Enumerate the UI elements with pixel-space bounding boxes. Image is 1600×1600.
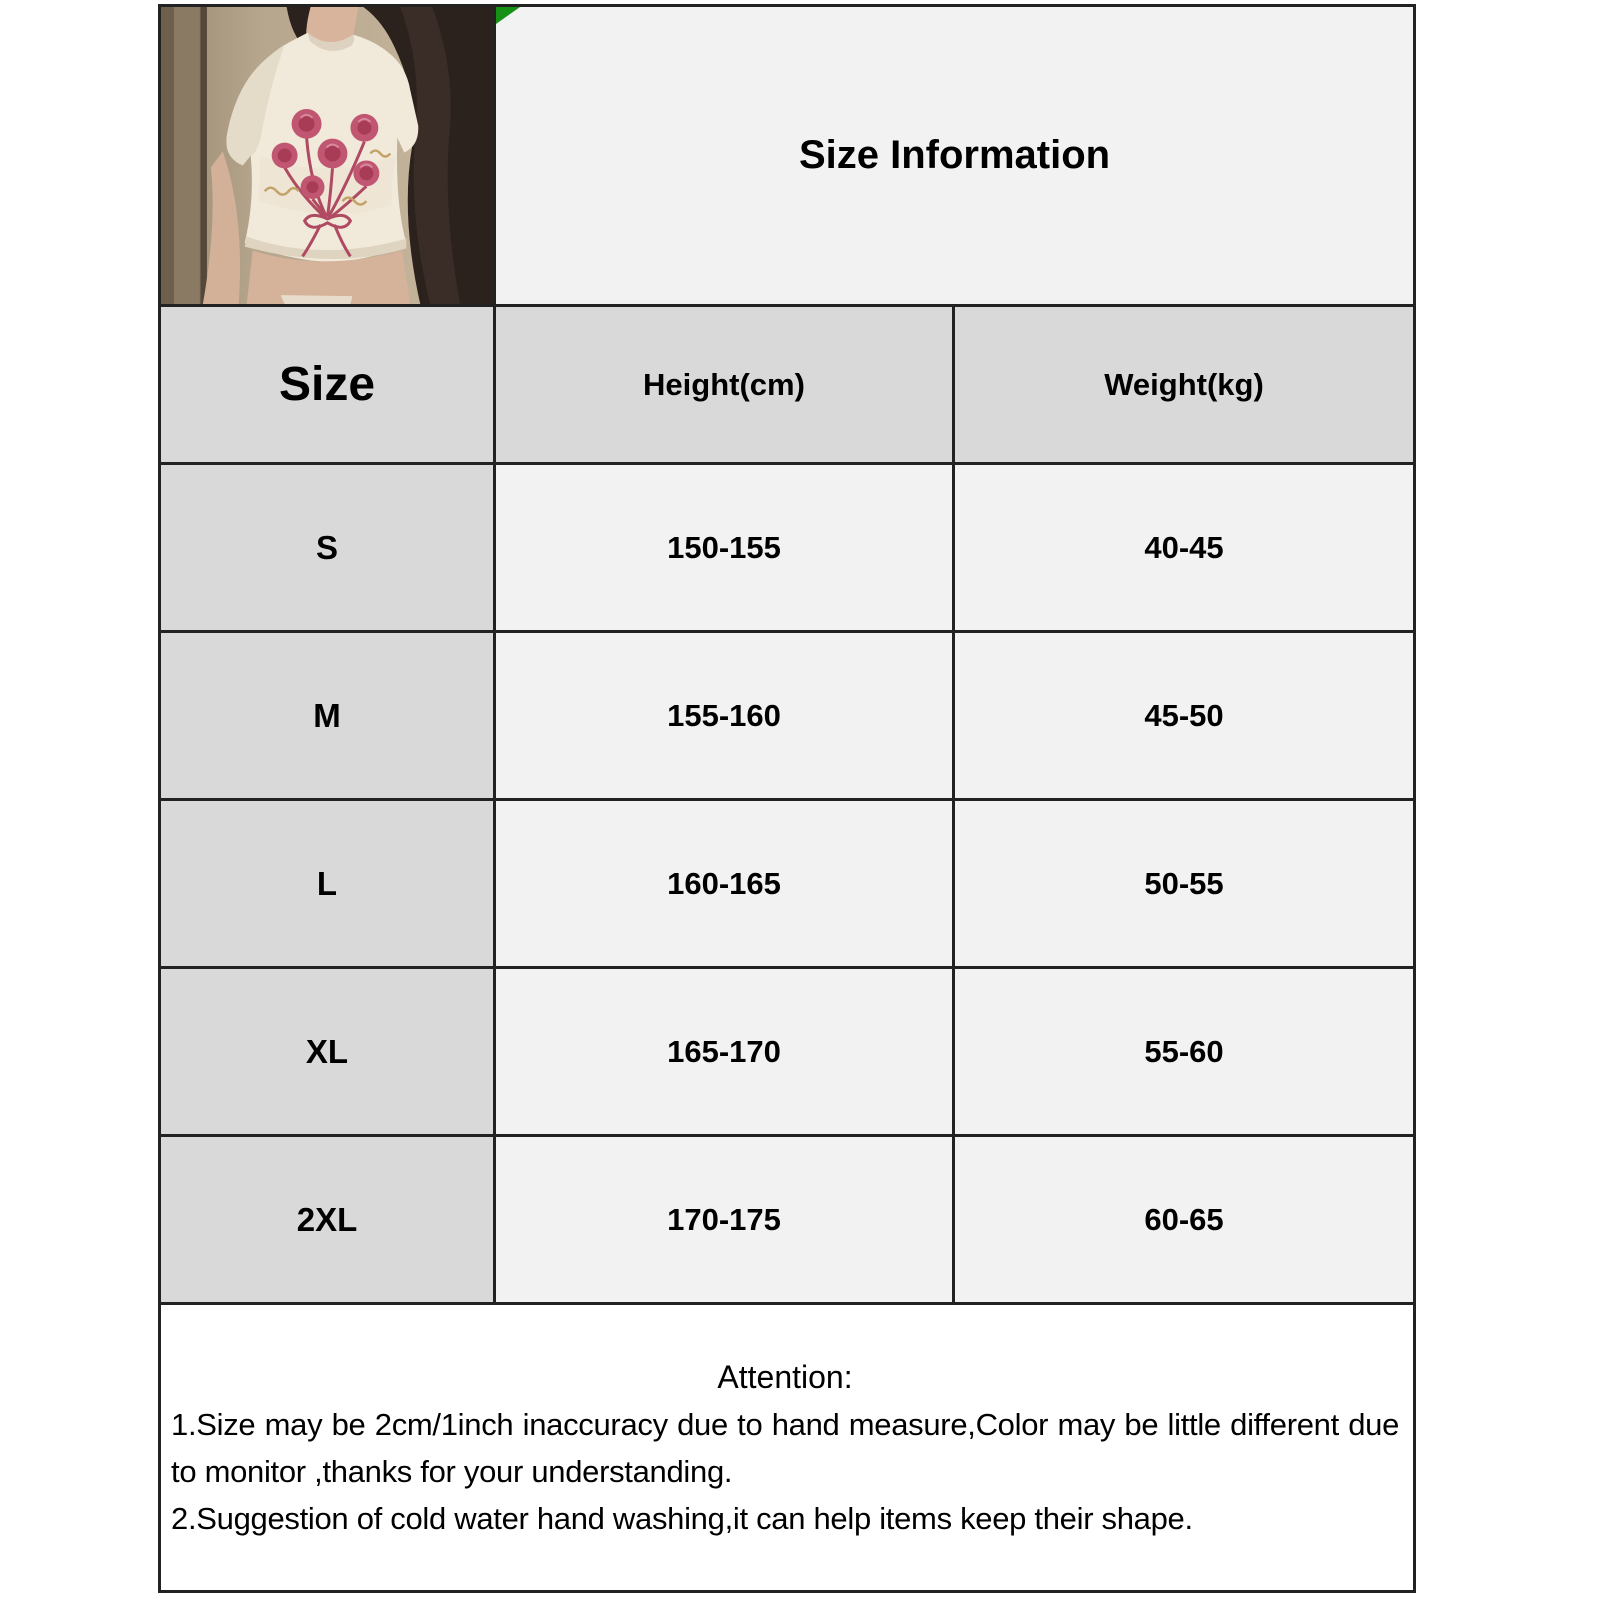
- top-row: [160, 6, 1415, 306]
- col-header-size: Size: [160, 306, 495, 464]
- attention-row: [160, 1304, 1415, 1592]
- height-cell: 170-175: [495, 1136, 954, 1304]
- green-corner-marker-icon: [496, 7, 520, 24]
- weight-cell: 40-45: [954, 464, 1415, 632]
- table-row-2xl: [160, 1136, 1415, 1304]
- table-header-row: [160, 306, 1415, 464]
- size-cell: L: [160, 800, 495, 968]
- size-information-title-cell: [495, 6, 1415, 306]
- size-chart-table: [158, 4, 1416, 1593]
- product-photo: [161, 7, 493, 304]
- table-row-m: [160, 632, 1415, 800]
- weight-cell: 45-50: [954, 632, 1415, 800]
- page-title: Size Information: [798, 133, 1111, 177]
- attention-heading: Attention:: [717, 1358, 853, 1395]
- attention-note-2: 2.Suggestion of cold water hand washing,it can help items keep their shape.: [171, 1500, 1193, 1536]
- weight-cell: 50-55: [954, 800, 1415, 968]
- col-header-height: Height(cm): [495, 306, 954, 464]
- height-cell: 165-170: [495, 968, 954, 1136]
- weight-cell: 55-60: [954, 968, 1415, 1136]
- height-cell: 150-155: [495, 464, 954, 632]
- size-cell: M: [160, 632, 495, 800]
- table-row-l: [160, 800, 1415, 968]
- table-row-xl: [160, 968, 1415, 1136]
- col-header-weight: Weight(kg): [954, 306, 1415, 464]
- table-row-s: [160, 464, 1415, 632]
- weight-cell: 60-65: [954, 1136, 1415, 1304]
- size-cell: 2XL: [160, 1136, 495, 1304]
- size-chart-sheet: [158, 4, 1413, 1593]
- size-cell: S: [160, 464, 495, 632]
- height-cell: 155-160: [495, 632, 954, 800]
- attention-cell: [160, 1304, 1415, 1592]
- product-photo-cell: [160, 6, 495, 306]
- attention-note-1: 1.Size may be 2cm/1inch inaccuracy due to hand measure,Color may be little different due to monitor ,thanks for your understanding.: [171, 1406, 1400, 1489]
- height-cell: 160-165: [495, 800, 954, 968]
- size-cell: XL: [160, 968, 495, 1136]
